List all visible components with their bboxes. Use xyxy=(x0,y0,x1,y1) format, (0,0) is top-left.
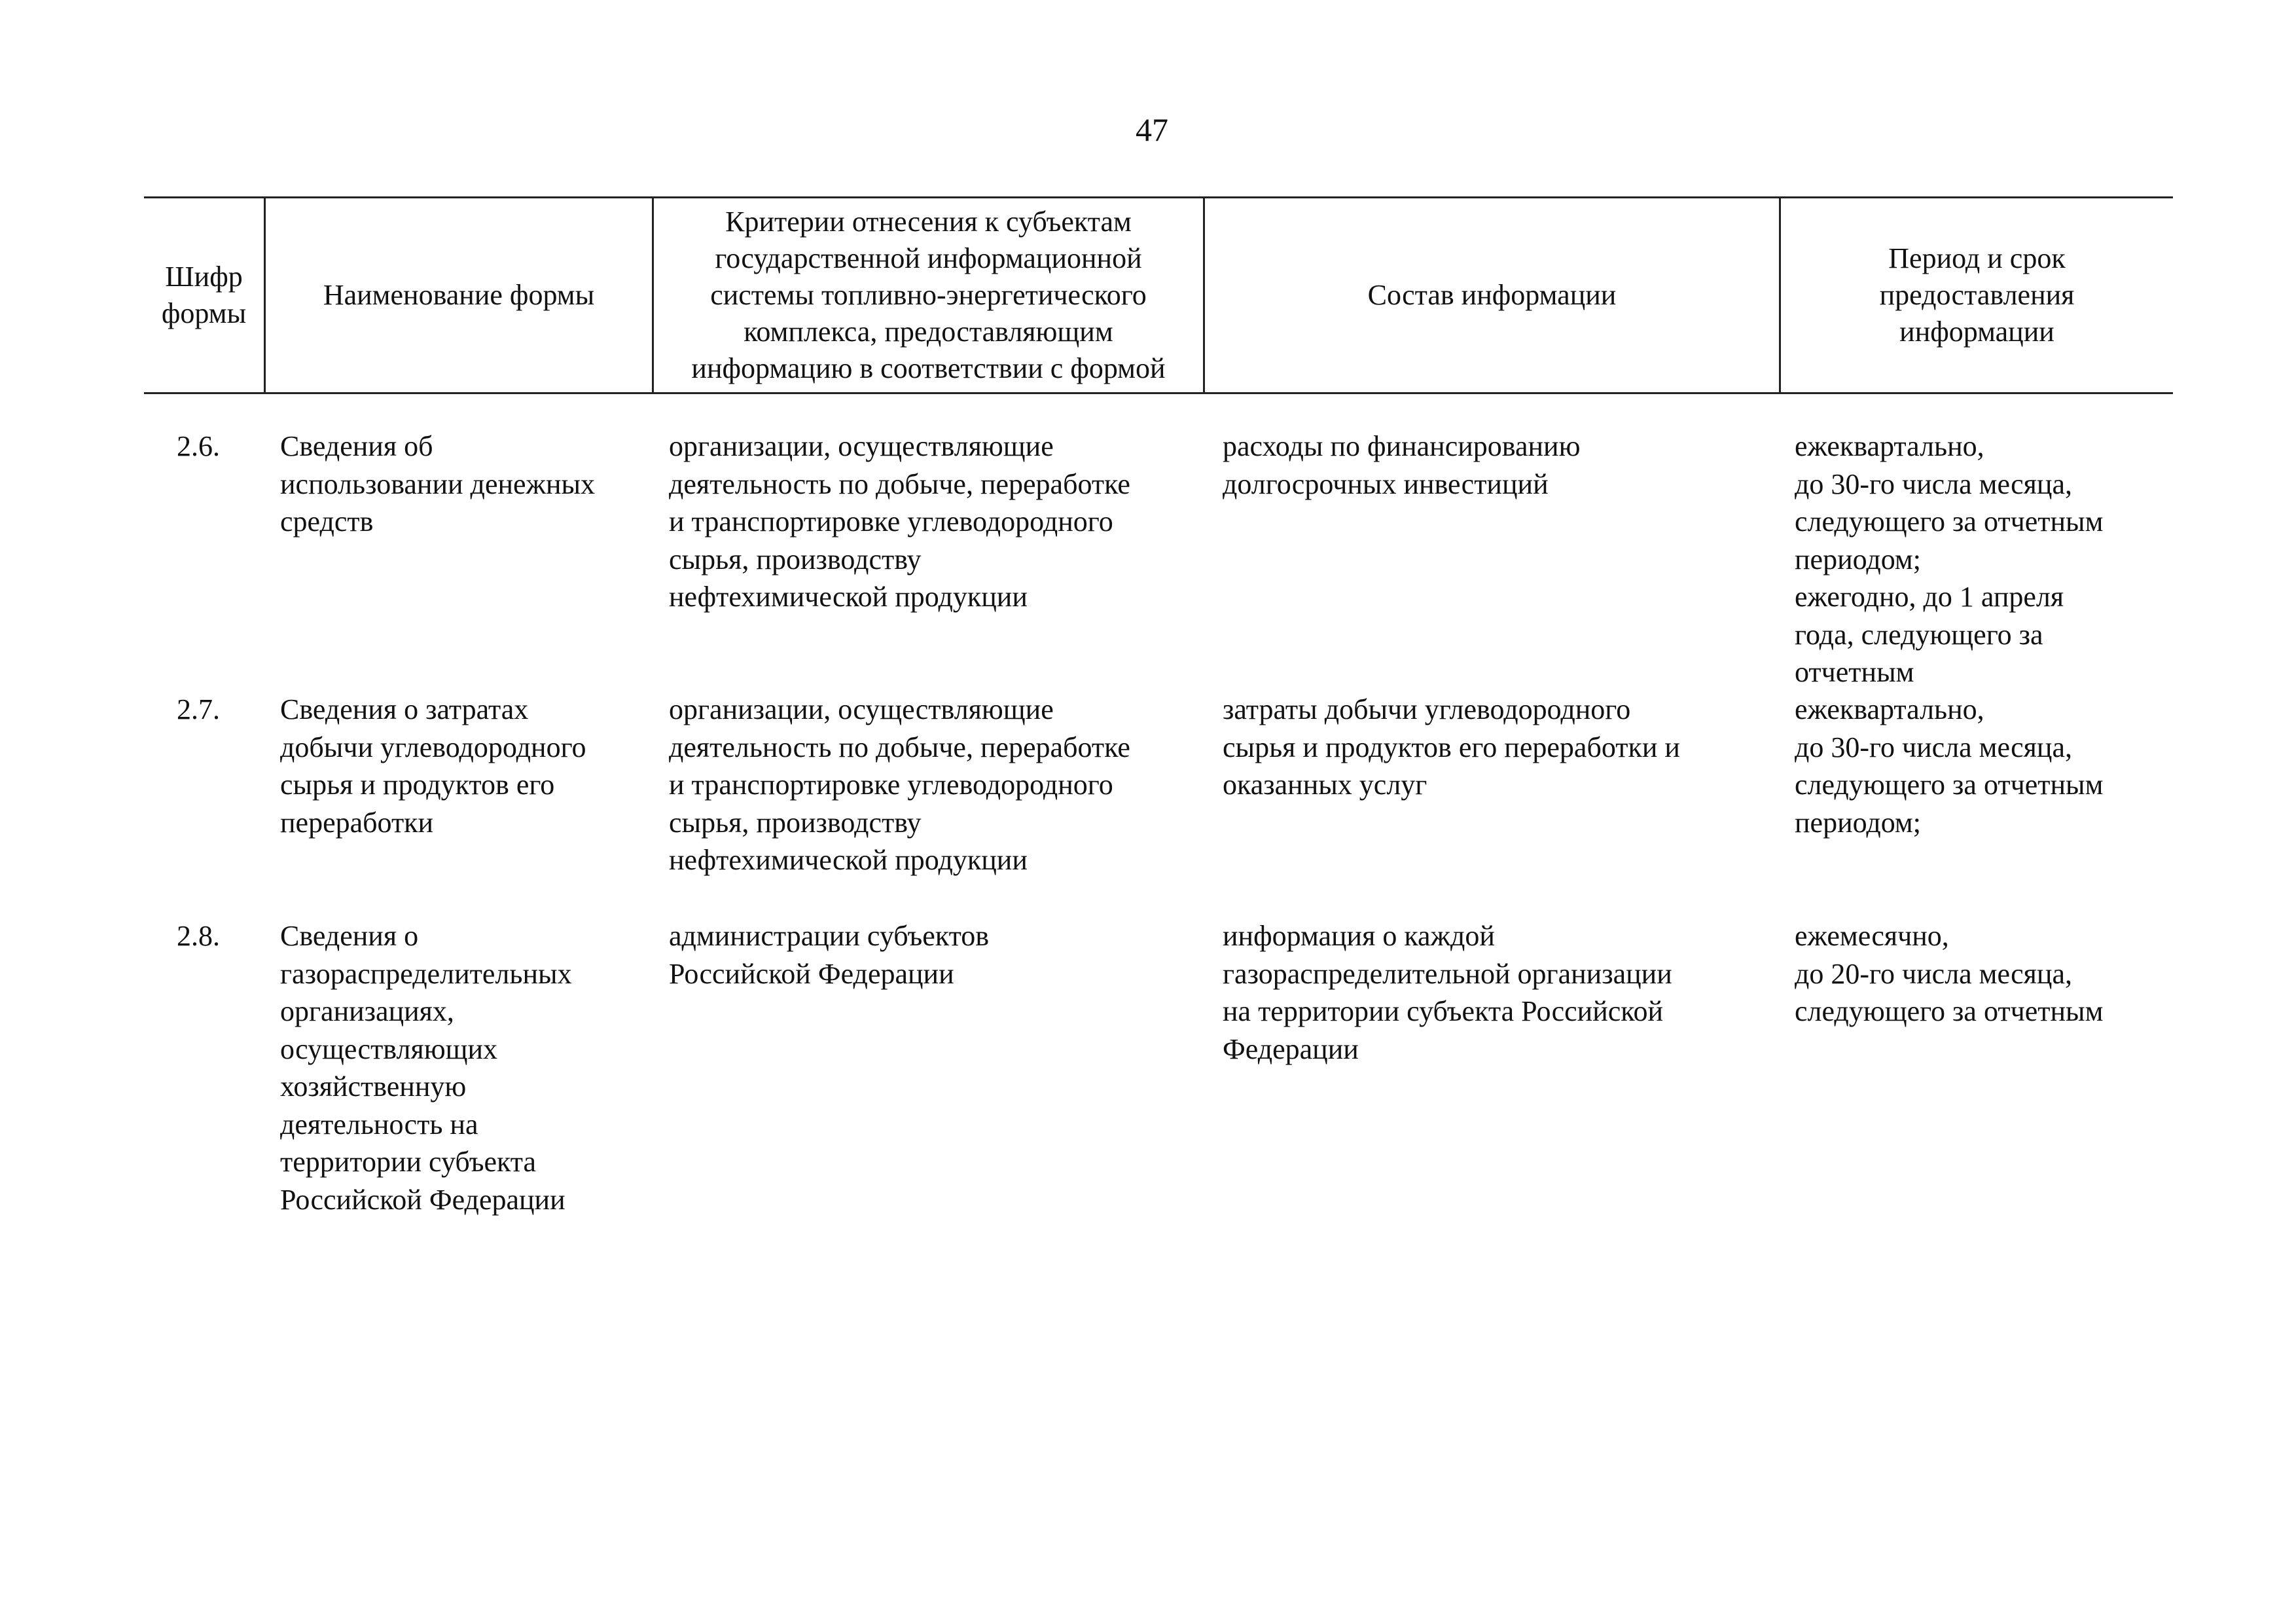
row-form-name: Сведения о затратах добычи углеводородного сырья и продуктов его переработки xyxy=(280,693,586,839)
page-number: 47 xyxy=(1136,111,1168,148)
header-name: Наименование формы xyxy=(323,279,595,311)
row-composition: расходы по финансированию долгосрочных инвестиций xyxy=(1223,430,1581,500)
header-period: Период и срок предоставления информации xyxy=(1879,242,2075,348)
header-code: Шифр формы xyxy=(161,261,247,329)
row-code: 2.6. xyxy=(177,430,220,462)
row-form-name: Сведения об использовании денежных средств xyxy=(280,430,596,538)
row-code: 2.7. xyxy=(177,693,220,725)
row-criteria: организации, осуществляющие деятельность по добыче, переработке и транспортировке углеводородного сырья, производству нефтехимической продукции xyxy=(669,693,1130,876)
row-composition: затраты добычи углеводородного сырья и продуктов его переработки и оказанных услуг xyxy=(1223,693,1680,801)
row-criteria: организации, осуществляющие деятельность по добыче, переработке и транспортировке углеводородного сырья, производству нефтехимической продукции xyxy=(669,430,1130,613)
row-form-name: Сведения о газораспределительных организациях, осуществляющих хозяйственную деятельность на территории субъекта Российской Федерации xyxy=(280,920,572,1216)
table-header xyxy=(144,196,2173,394)
row-period: ежеквартально, до 30-го числа месяца, следующего за отчетным периодом; ежегодно, до 1 апреля года, следующего за отчетным xyxy=(1795,430,2104,688)
row-period: ежемесячно, до 20-го числа месяца, следующего за отчетным xyxy=(1795,920,2104,1027)
row-criteria: администрации субъектов Российской Федерации xyxy=(669,920,990,990)
row-code: 2.8. xyxy=(177,920,220,952)
row-period: ежеквартально, до 30-го числа месяца, следующего за отчетным периодом; xyxy=(1795,693,2104,839)
header-criteria: Критерии отнесения к субъектам государственной информационной системы топливно-энергетического комплекса, предоставляющим информацию в соответствии с формой xyxy=(691,206,1166,384)
header-composition: Состав информации xyxy=(1367,279,1617,311)
row-composition: информация о каждой газораспределительной организации на территории субъекта Российской Федерации xyxy=(1223,920,1672,1065)
